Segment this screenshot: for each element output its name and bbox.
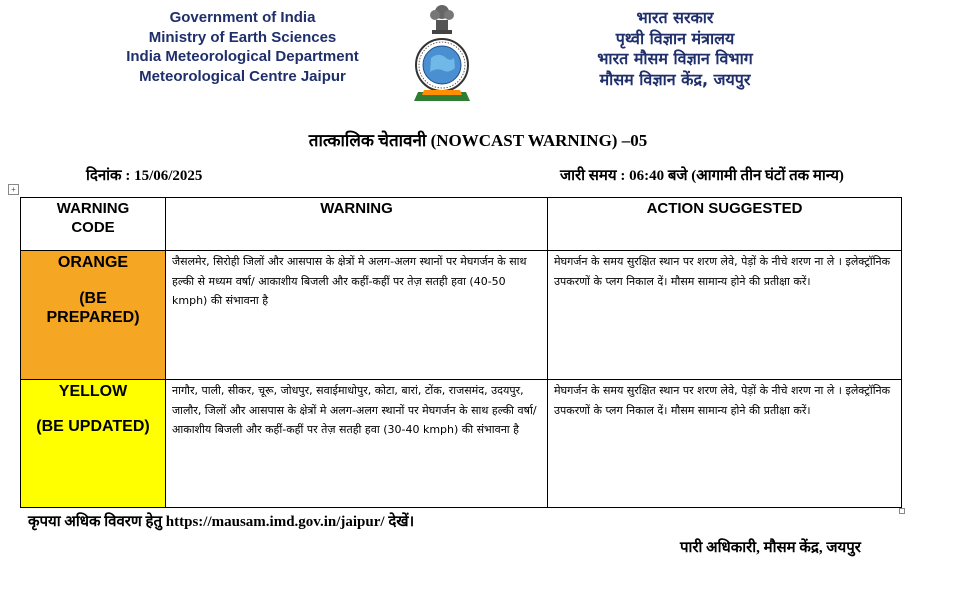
level-sub-label: (BE PREPARED) [46, 290, 140, 326]
page-title: तात्कालिक चेतावनी (NOWCAST WARNING) –05 [308, 131, 648, 150]
issue-time: जारी समय : 06:40 बजे (आगामी तीन घंटों तक मान्य) [560, 168, 844, 184]
level-label: ORANGE [57, 254, 129, 271]
header-warning: WARNING [166, 198, 548, 251]
table-row-yellow [21, 380, 902, 508]
table-move-handle-icon[interactable]: + [8, 184, 19, 195]
signature: पारी अधिकारी, मौसम केंद्र, जयपुर [680, 540, 861, 556]
warning-table [20, 197, 902, 508]
imd-emblem-icon [412, 2, 472, 106]
header-hindi [560, 8, 790, 90]
warning-text: नागौर, पाली, सीकर, चूरू, जोधपुर, सवाईमाधोपुर, कोटा, बारां, टोंक, राजसमंद, उदयपुर, जालौर, जिलों और आसपास के क्षेत्रों मे अलग-अलग स्थानों पर मेघगर्जन के साथ हल्की वर्षा/ आकाशीय बिजली और कहीं-कहीं पर तेज़ सतही हवा (30-40 kmph) की संभावना है [166, 380, 548, 508]
action-text: मेघगर्जन के समय सुरक्षित स्थान पर शरण लेवे, पेड़ों के नीचे शरण ना ले । इलेक्ट्रॉनिक उपकरणों के प्लग निकाल दें। मौसम सामान्य होने की प्रतीक्षा करें। [548, 380, 902, 508]
header-line-department: India Meteorological Department [126, 48, 359, 65]
table-row-orange [21, 251, 902, 380]
header-line-government-hi: भारत सरकार [636, 8, 714, 27]
warning-code-yellow [21, 380, 166, 508]
header-line-department-hi: भारत मौसम विज्ञान विभाग [597, 49, 753, 68]
header-line-government: Government of India [169, 9, 316, 26]
issue-date: दिनांक : 15/06/2025 [86, 168, 203, 184]
more-info-text: कृपया अधिक विवरण हेतु https://mausam.imd.gov.in/jaipur/ देखें। [28, 514, 415, 530]
table-header-row [21, 198, 902, 251]
header-line-centre-hi: मौसम विज्ञान केंद्र, जयपुर [599, 69, 751, 89]
warning-code-orange [21, 251, 166, 380]
level-label: YELLOW [58, 383, 128, 400]
level-sub-label: (BE UPDATED) [36, 418, 150, 435]
header-line-centre: Meteorological Centre Jaipur [139, 67, 346, 85]
header-line-ministry: Ministry of Earth Sciences [148, 28, 337, 46]
header-warning-code: WARNING CODE [21, 198, 166, 251]
header-english [100, 8, 385, 86]
warning-text: जैसलमेर, सिरोही जिलों और आसपास के क्षेत्रों मे अलग-अलग स्थानों पर मेघगर्जन के साथ हल्की से मध्यम वर्षा/ आकाशीय बिजली और कहीं-कहीं पर तेज़ सतही हवा (40-50 kmph) की संभावना है [166, 251, 548, 380]
action-text: मेघगर्जन के समय सुरक्षित स्थान पर शरण लेवे, पेड़ों के नीचे शरण ना ले । इलेक्ट्रॉनिक उपकरणों के प्लग निकाल दें। मौसम सामान्य होने की प्रतीक्षा करें। [548, 251, 902, 380]
header-action: ACTION SUGGESTED [548, 198, 902, 251]
table-resize-handle[interactable] [899, 508, 905, 514]
header-line-ministry-hi: पृथ्वी विज्ञान मंत्रालय [615, 28, 735, 48]
